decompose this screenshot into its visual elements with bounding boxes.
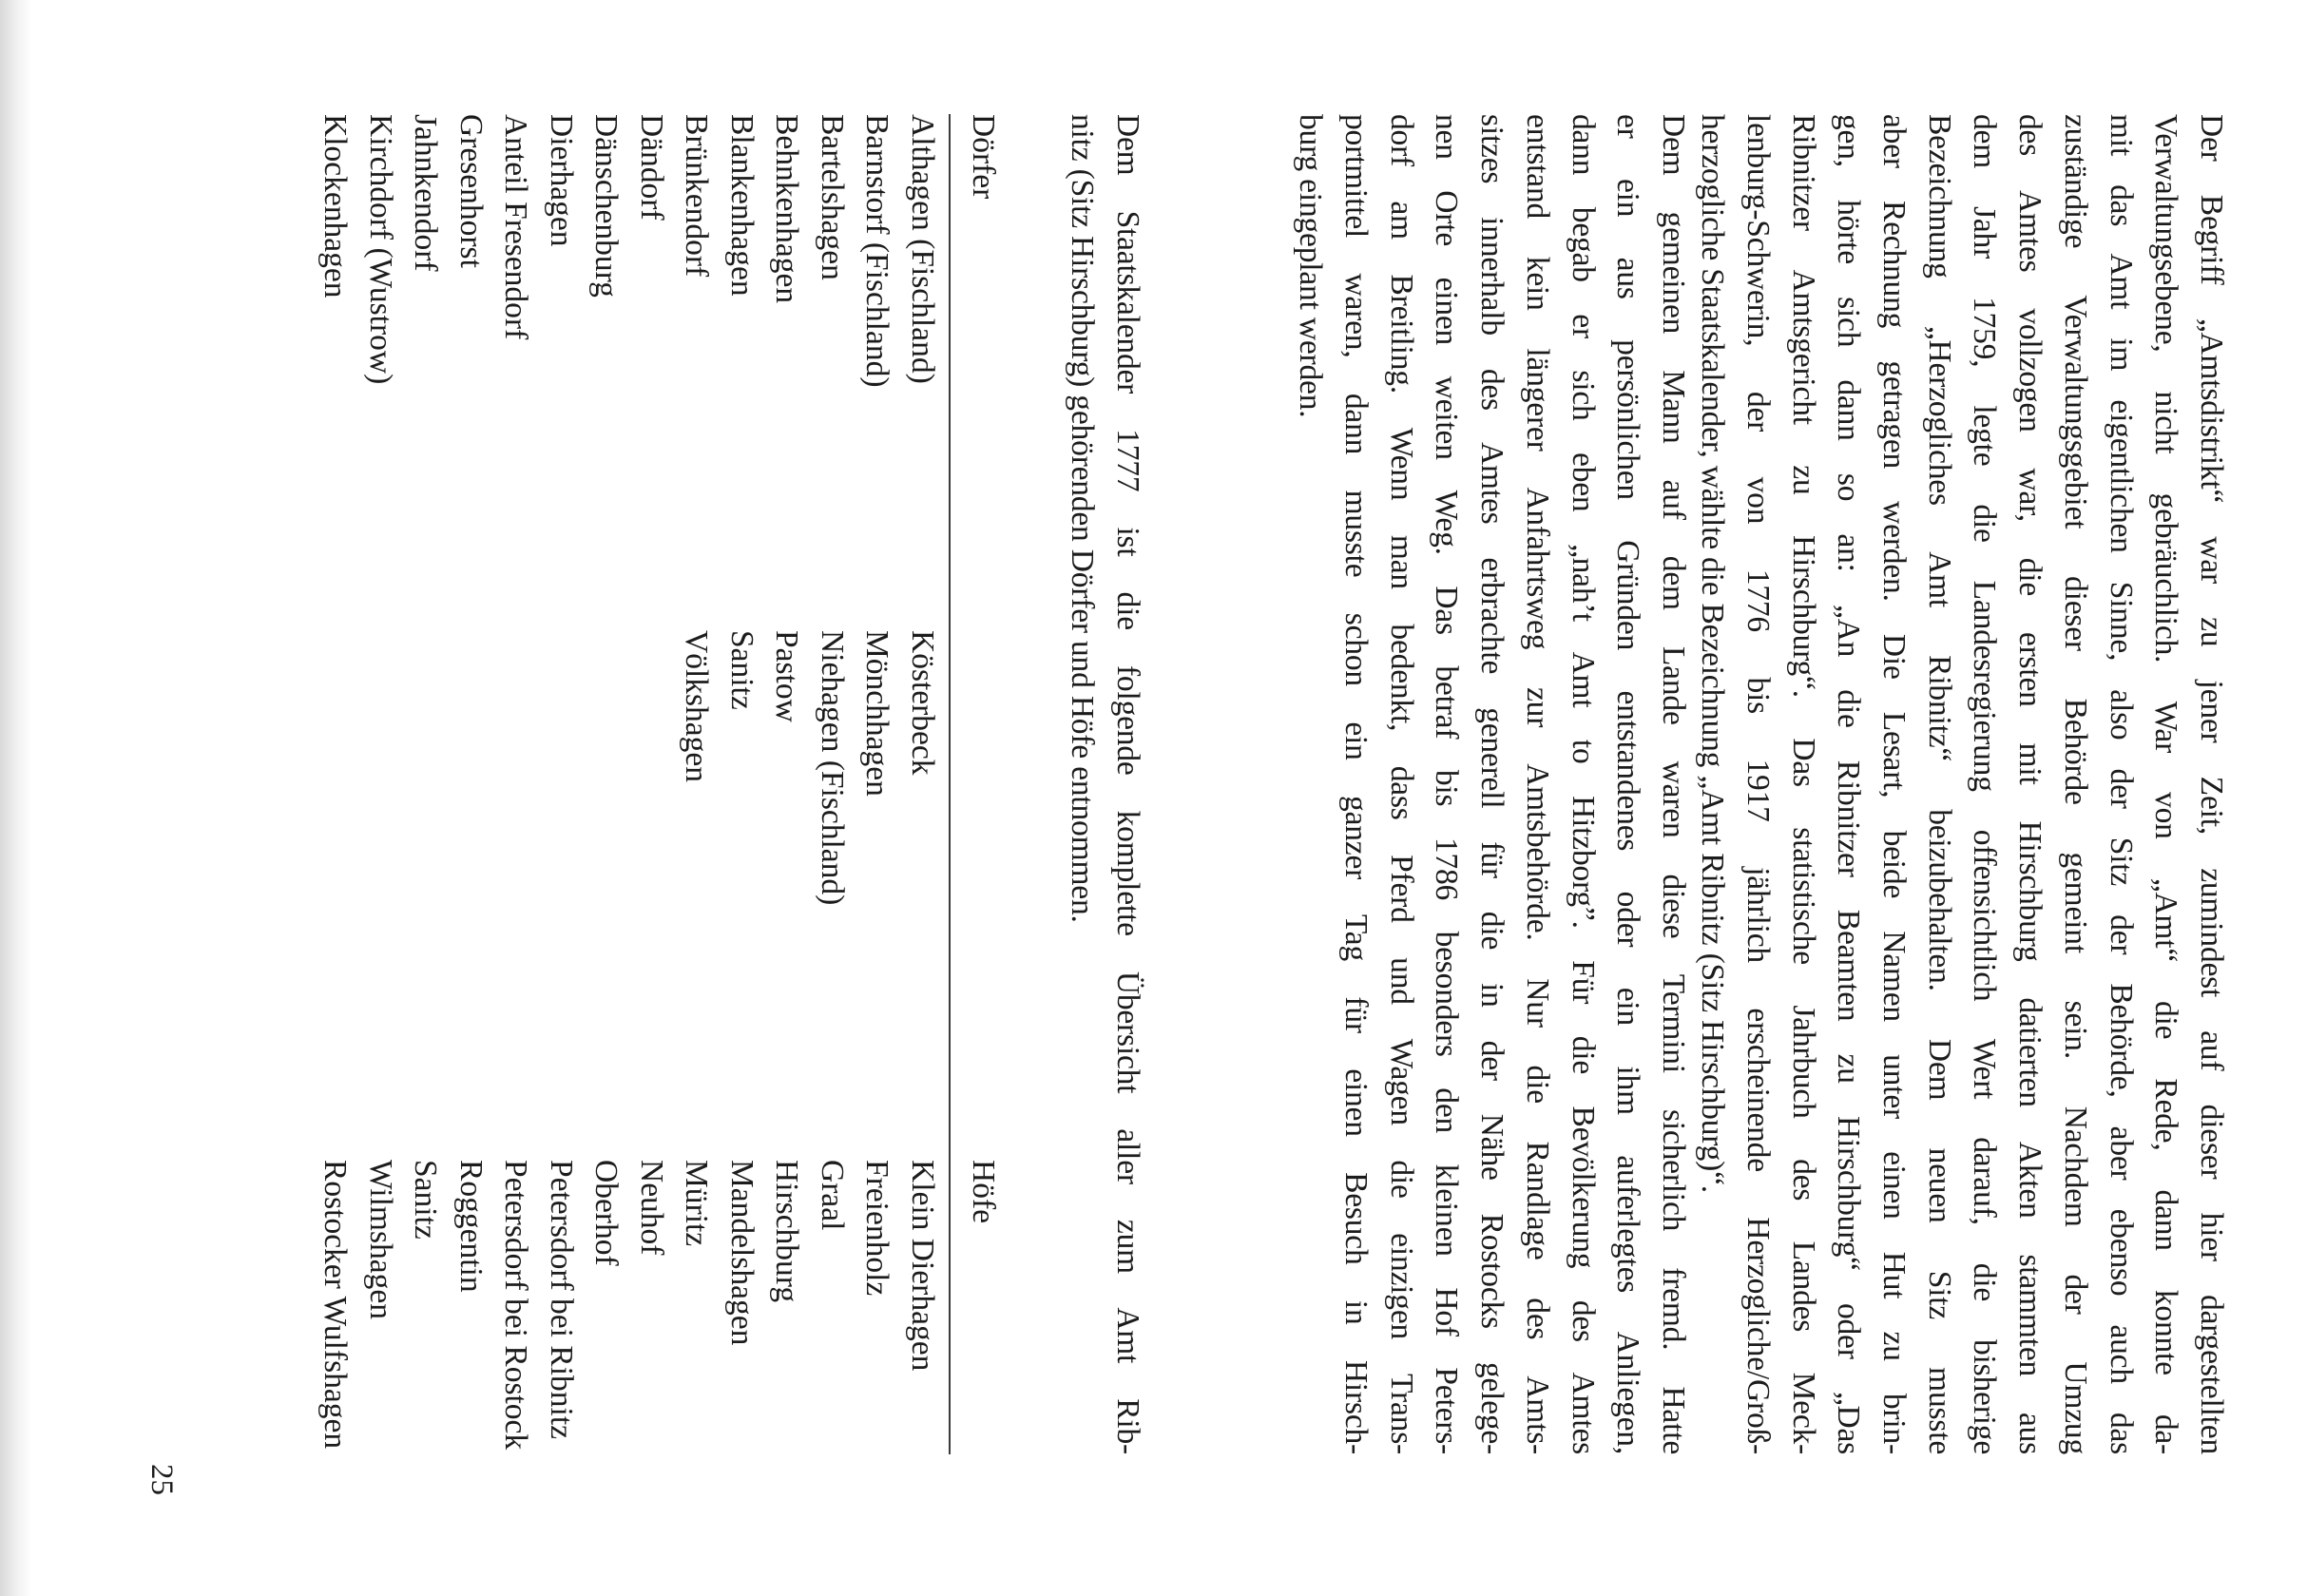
estates-list xyxy=(313,1160,945,1450)
text-line: sitzes innerhalb des Amtes erbrachte generell für die in der Nähe Rostocks gelege- xyxy=(1474,114,1510,1454)
text-line: lenburg-Schwerin, der von 1776 bis 1917 jährlich erscheinende Herzogliche/Groß- xyxy=(1740,114,1776,1454)
text-line: zuständige Verwaltungsgebiet dieser Behörde gemeint sein. Nachdem der Umzug xyxy=(2057,114,2093,1454)
village-name: Mönchhagen xyxy=(859,630,895,797)
village-name: Bartelshagen xyxy=(815,114,850,280)
text-line: Verwaltungsebene, nicht gebräuchlich. War von „Amt“ die Rede, dann konnte da- xyxy=(2148,114,2184,1454)
villages-column xyxy=(961,114,1007,199)
table-header-rule xyxy=(949,114,951,1454)
village-name: Gresenhorst xyxy=(453,114,489,268)
village-name: Dänschenburg xyxy=(588,114,625,298)
estate-name: Oberhof xyxy=(588,1160,625,1266)
text-line: portmittel waren, dann musste schon ein ganzer Tag für einen Besuch in Hirsch- xyxy=(1338,114,1375,1454)
village-name: Kösterbeck xyxy=(905,630,940,776)
village-name: Jahnkendorf xyxy=(408,114,444,272)
estate-name: Klein Dierhagen xyxy=(905,1160,940,1372)
estate-name: Mandelshagen xyxy=(724,1160,759,1346)
estate-name: Roggentin xyxy=(453,1160,489,1293)
text-line: Dem gemeinen Mann auf dem Lande waren diese Termini sicherlich fremd. Hatte xyxy=(1656,114,1691,1454)
estate-name: Freienholz xyxy=(859,1160,895,1297)
village-name: Niehagen (Fischland) xyxy=(815,630,850,906)
text-line: nen Orte einen weiten Weg. Das betraf bis 1786 besonders den kleinen Hof Peters- xyxy=(1429,114,1465,1454)
text-line: des Amtes vollzogen war, die ersten mit Hirschburg datierten Akten stammten aus xyxy=(2012,114,2048,1454)
villages-list-1 xyxy=(313,114,945,387)
text-line: dorf am Breitling. Wenn man bedenkt, dass Pferd und Wagen die einzigen Trans- xyxy=(1383,114,1419,1454)
text-line: Der Begriff „Amtsdistrikt“ war zu jener Zeit, zumindest auf dieser hier dargestellten xyxy=(2194,114,2229,1454)
text-line: nitz (Sitz Hirschburg) gehörenden Dörfer und Höfe entnommen. xyxy=(1065,114,1101,923)
estate-name: Graal xyxy=(815,1160,850,1231)
village-name: Dierhagen xyxy=(544,114,579,247)
village-name: Barnstorf (Fischland) xyxy=(859,114,895,388)
paragraph-staatskalender xyxy=(1060,114,1150,1454)
estate-name: Müritz xyxy=(679,1160,715,1247)
text-line: Bezeichnung „Herzogliches Amt Ribnitz“ beizubehalten. Dem neuen Sitz musste xyxy=(1921,114,1957,1454)
estate-name: Rostocker Wulfshagen xyxy=(317,1160,354,1450)
village-name: Blankenhagen xyxy=(724,114,759,297)
estate-name: Neuhof xyxy=(634,1160,669,1256)
village-name: Kirchdorf (Wustrow) xyxy=(363,114,398,385)
text-line: gen, hörte sich dann so an: „An die Ribnitzer Beamten zu Hirschburg“ oder „Das xyxy=(1831,114,1867,1454)
village-name: Brünkendorf xyxy=(679,114,715,278)
text-line: Ribnitzer Amtsgericht zu Hirschburg“. Das statistische Jahrbuch des Landes Meck- xyxy=(1785,114,1821,1454)
estate-name: Petersdorf bei Rostock xyxy=(498,1160,534,1451)
village-name: Pastow xyxy=(769,630,805,722)
village-name: Dändorf xyxy=(634,114,669,221)
rotated-book-page xyxy=(144,114,2234,1495)
estate-name: Hirschburg xyxy=(769,1160,805,1303)
village-name: Sanitz xyxy=(724,630,759,710)
text-line: entstand kein längerer Anfahrtsweg zur Amtsbehörde. Nur die Randlage des Amts- xyxy=(1519,114,1555,1454)
page-edge-shadow xyxy=(0,0,32,1596)
page-number: 25 xyxy=(144,1464,179,1495)
estates-header: Höfe xyxy=(966,1160,1001,1223)
text-line: Dem Staatskalender 1777 ist die folgende komplette Übersicht aller zum Amt Rib- xyxy=(1110,114,1145,1454)
villages-list-2 xyxy=(674,630,945,905)
estate-name: Petersdorf bei Ribnitz xyxy=(544,1160,579,1439)
village-name: Anteil Fresendorf xyxy=(498,114,534,340)
text-line: dem Jahr 1759, legte die Landesregierung offensichtlich Wert darauf, die bisherige xyxy=(1967,114,2003,1454)
estate-name: Wilmshagen xyxy=(363,1160,398,1319)
village-name: Klockenhagen xyxy=(317,114,354,298)
estate-name: Sanitz xyxy=(408,1160,444,1240)
text-line: dann begab er sich eben „nah’t Amt to Hitzborg”. Für die Bevölkerung des Amtes xyxy=(1565,114,1601,1454)
text-line: herzogliche Staatskalender, wählte die Bezeichnung „Amt Ribnitz (Sitz Hirschburg)“. xyxy=(1695,114,1731,1193)
text-line: mit das Amt im eigentlichen Sinne, also der Sitz der Behörde, aber ebenso auch das xyxy=(2103,114,2139,1454)
paragraph-gemeiner-mann xyxy=(1288,114,1696,1454)
villages-header: Dörfer xyxy=(966,114,1001,200)
village-name: Althagen (Fischland) xyxy=(905,114,940,384)
estates-column xyxy=(961,1160,1007,1223)
village-name: Völkshagen xyxy=(679,630,715,783)
text-line: er ein aus persönlichen Gründen entstandenes oder ein ihm auferlegtes Anliegen, xyxy=(1610,114,1646,1454)
text-line: aber Rechnung getragen werden. Die Lesart, beide Namen unter einen Hut zu brin- xyxy=(1876,114,1913,1454)
text-line: burg eingeplant werden. xyxy=(1293,114,1329,418)
paragraph-amtsdistrikt xyxy=(1690,114,2234,1454)
village-name: Behnkenhagen xyxy=(769,114,805,304)
